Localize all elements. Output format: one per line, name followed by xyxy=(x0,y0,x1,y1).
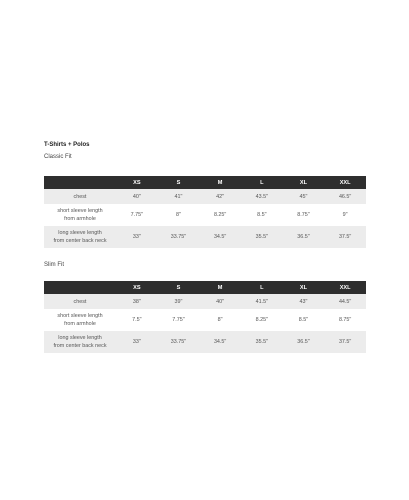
measurement-cell: 8.5" xyxy=(257,212,267,218)
size-header-xs: XS xyxy=(133,284,141,291)
slim-fit-size-table xyxy=(44,281,366,353)
measurement-cell: 42" xyxy=(216,193,225,200)
measurement-cell: 33.75" xyxy=(170,339,187,345)
row-label-line: from center back neck xyxy=(53,238,107,244)
measurement-cell: 36.5" xyxy=(297,339,310,345)
measurement-cell: 43" xyxy=(299,298,308,305)
row-label-line: long sleeve length xyxy=(58,230,102,236)
page-title: T-Shirts + Polos xyxy=(44,142,90,148)
size-header-l: L xyxy=(260,284,264,291)
measurement-cell: 34.5" xyxy=(213,339,227,345)
measurement-cell: 35.5" xyxy=(255,234,268,240)
size-header-l: L xyxy=(260,179,264,186)
size-header-s: S xyxy=(176,179,181,186)
table-row xyxy=(44,226,366,248)
measurement-cell: 8.75" xyxy=(338,317,352,323)
table-row xyxy=(44,331,366,353)
row-label xyxy=(44,294,116,309)
measurement-cell: 8.25" xyxy=(213,212,227,218)
measurement-cell: 38" xyxy=(132,298,141,305)
slim-fit-title: Slim Fit xyxy=(44,262,64,268)
classic-fit-title: Classic Fit xyxy=(44,154,72,160)
row-label xyxy=(44,331,116,353)
table-row xyxy=(44,309,366,331)
measurement-cell: 34.5" xyxy=(213,234,227,240)
measurement-cell: 7.75" xyxy=(172,317,185,323)
row-label-line: chest xyxy=(73,193,87,200)
size-header-m: M xyxy=(217,284,223,291)
measurement-cell: 8.25" xyxy=(255,317,268,323)
table-row xyxy=(44,204,366,226)
row-label-line: from armhole xyxy=(64,321,96,327)
size-header-row xyxy=(44,176,366,189)
row-label-line: chest xyxy=(73,298,87,305)
measurement-cell: 44.5" xyxy=(338,298,352,305)
row-label-line: short sleeve length xyxy=(57,208,103,214)
measurement-cell: 35.5" xyxy=(255,339,268,345)
measurement-cell: 8.5" xyxy=(298,317,309,323)
measurement-cell: 45" xyxy=(299,193,308,200)
size-header-s: S xyxy=(176,284,181,291)
measurement-cell: 41" xyxy=(174,193,183,200)
row-label xyxy=(44,189,116,204)
measurement-cell: 37.5" xyxy=(338,339,352,345)
measurement-cell: 33.75" xyxy=(170,234,187,240)
row-label xyxy=(44,204,116,226)
measurement-cell: 36.5" xyxy=(297,234,310,240)
row-label-line: from center back neck xyxy=(53,343,107,349)
row-label xyxy=(44,309,116,331)
header-blank-cell xyxy=(44,281,116,294)
measurement-cell: 41.5" xyxy=(255,298,268,305)
row-label-line: from armhole xyxy=(64,216,96,222)
size-header-xs: XS xyxy=(133,179,141,186)
measurement-cell: 46.5" xyxy=(338,193,352,200)
row-label xyxy=(44,226,116,248)
size-header-xl: XL xyxy=(299,284,308,291)
classic-fit-size-table xyxy=(44,176,366,248)
measurement-cell: 40" xyxy=(216,298,225,305)
measurement-cell: 33" xyxy=(132,339,141,345)
measurement-cell: 33" xyxy=(132,234,141,240)
row-label-line: long sleeve length xyxy=(58,335,102,341)
size-header-xxl: XXL xyxy=(339,284,351,291)
measurement-cell: 8" xyxy=(176,212,181,218)
measurement-cell: 40" xyxy=(132,193,141,200)
size-header-xl: XL xyxy=(299,179,308,186)
size-header-m: M xyxy=(217,179,223,186)
measurement-cell: 39" xyxy=(174,298,183,305)
measurement-cell: 7.5" xyxy=(132,317,142,323)
table-row xyxy=(44,189,366,204)
size-header-xxl: XXL xyxy=(339,179,351,186)
row-label-line: short sleeve length xyxy=(57,313,103,319)
measurement-cell: 37.5" xyxy=(338,234,352,240)
table-row xyxy=(44,294,366,309)
measurement-cell: 43.5" xyxy=(255,193,268,200)
size-header-row xyxy=(44,281,366,294)
measurement-cell: 9" xyxy=(342,212,348,218)
measurement-cell: 8.75" xyxy=(297,212,310,218)
header-blank-cell xyxy=(44,176,116,189)
measurement-cell: 8" xyxy=(217,317,223,323)
measurement-cell: 7.75" xyxy=(130,212,144,218)
